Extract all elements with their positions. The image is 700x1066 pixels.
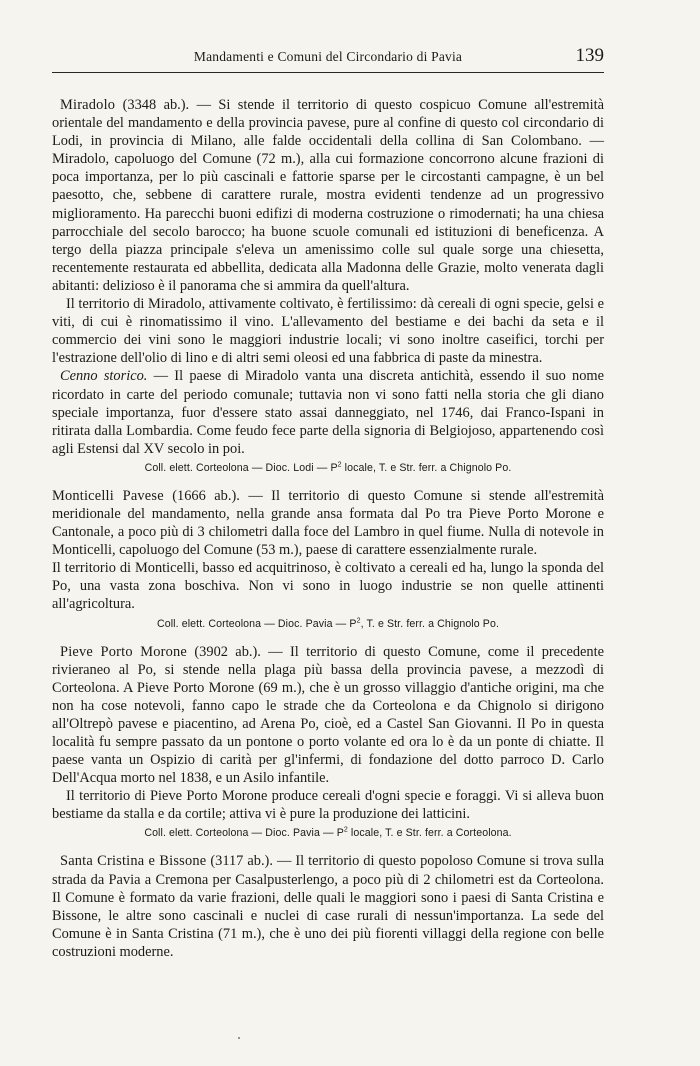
entry-reference [52,461,604,475]
entry-paragraph [52,643,604,788]
ref-text: Coll. elett. Corteolona — Dioc. Lodi — P [144,461,338,474]
entry-text: — Si stende il territorio di questo cospicuo Comune all'estremità orientale del mandamento e della provincia pavese, pure al confine di questo col circondario di Lodi, in provincia di Milano, alle falde occidentali della collina di San Colombano. — Miradolo, capoluogo del Comune (72 m.), alla cui formazione concorrono alcune frazioni di poca importanza, per lo più cascinali e fattorie sparse per le circostanti campagne, è un bel paesotto, che, sebbene di carattere rurale, mostra evidenti tendenze ad un progressivo miglioramento. Ha parecchi buoni edifizi di moderna costruzione o rimodernati; ha una chiesa parrocchiale del secolo barocco; ha buone scuole comunali ed istituzioni di beneficenza. A tergo della piazza principale s'eleva un amenissimo colle sul quale sorge una chiesetta, recentemente restaurata ed abbellita, dedicata alla Madonna delle Grazie, molto venerata dagli abitanti: delizioso è il panorama che si ammira da quell'altura. [52,97,604,294]
ref-text: Coll. elett. Corteolona — Dioc. Pavia — P [156,617,357,630]
entry-paragraph [52,96,604,295]
header-rule [52,72,604,73]
entry-monticelli-pavese [52,487,604,631]
entry-santa-cristina-e-bissone [52,852,604,961]
running-header [52,45,604,69]
entry-population: (3348 ab.). [115,97,190,113]
entry-pieve-porto-morone [52,643,604,841]
entry-text: — Il territorio di questo popoloso Comune si trova sulla strada da Pavia a Cremona per Casalpusterlengo, a poco più di 2 chilometri est da Corteolona. Il Comune è formato da varie frazioni, delle quali le maggiori sono i paesi di Santa Cristina e Bissone, le altre sono cascinali e nuclei di case rurali di nessun'importanza. La sede del Comune è in Santa Cristina (71 m.), che è uno dei più fiorenti villaggi della regione con belle costruzioni moderne. [52,853,604,960]
entry-miradolo [52,96,604,475]
entry-name: Monticelli Pavese [52,487,164,504]
ref-text: , T. e Str. ferr. a Chignolo Po. [360,617,500,630]
entry-name: Santa Cristina e Bissone [60,853,207,870]
entry-paragraph: Il territorio di Monticelli, basso ed acquitrinoso, è coltivato a cereali ed ha, lungo la sponda del Po, una vasta zona boschiva. Non vi sono in luogo industrie se non quelle attinenti all'agricoltura. [52,560,604,613]
entry-paragraph: Il territorio di Miradolo, attivamente coltivato, è fertilissimo: dà cereali di ogni specie, gelsi e viti, di cui è rinomatissimo il vino. L'allevamento del bestiame e dei bachi da seta e il commercio dei vini sono le maggiori industrie locali; vi sono inoltre caseifici, torchi per l'estrazione dell'olio di lino e di altri semi oleosi ed una fabbrica di paste da minestra. [52,296,604,367]
ref-sup: 2 [343,826,348,834]
ref-text: Coll. elett. Corteolona — Dioc. Pavia — P [144,827,344,840]
entry-paragraph [52,487,604,559]
entry-population: (3117 ab.). [206,853,273,870]
entry-text: — Il territorio di questo Comune, come il precedente rivieraneo al Po, si stende nella plaga più bassa della provincia pavese, a mezzodì di Corteolona. A Pieve Porto Morone (69 m.), che è un grosso villaggio d'antiche origini, ma che non ha cose notevoli, fanno capo le strade che da Corteolona e da Chignolo si dirigono all'Oltrepò pavese e piacentino, ad Arena Po, cioè, ed a Castel San Giovanni. Il Po in questa località fu sempre passato da un pontone o porto volante ed ora lo è da un ponte di chiatte. Il paese vanta un Ospizio di carità per gl'infermi, di fondazione del dotto parroco D. Carlo Dell'Acqua morto nel 1838, e un Asilo infantile. [52,643,605,787]
cenno-storico-text: — Il paese di Miradolo vanta una discreta antichità, essendo il suo nome ricordato in carte del periodo comunale; tuttavia non vi sono fatti nella storia che gli diano speciale importanza, fuor d'essere stato assai danneggiato, nel 1746, dai Franco-Ispani in ritirata dalla Lombardia. Come feudo fece parte della signoria di Belgiojoso, appartenendo così agli Estensi dal XV secolo in poi. [52,368,604,457]
entry-reference [52,826,604,840]
entry-name: Pieve Porto Morone [60,643,188,660]
entry-paragraph: Il territorio di Pieve Porto Morone produce cereali d'ogni specie e foraggi. Vi si alleva buon bestiame da stalla e da cortile; attiva vi è pure la produzione dei latticini. [52,788,604,823]
ref-text: locale, T. e Str. ferr. a Corteolona. [347,827,512,840]
entry-text: — Il territorio di questo Comune si stende all'estremità meridionale del mandamento, nella grande ansa formata dal Po tra Pieve Porto Morone e Cantonale, a poco più di 3 chilometri dalla foce del Lambro in quel fiume. Nulla di notevole in Monticelli, capoluogo del Comune (53 m.), paese di carattere essenzialmente rurale. [52,487,604,559]
entry-population: (3902 ab.). [187,643,261,660]
cenno-storico-paragraph [52,367,604,457]
body-text [52,96,604,973]
ref-text: locale, T. e Str. ferr. a Chignolo Po. [341,461,512,474]
print-speck [238,1037,240,1039]
ref-sup: 2 [356,617,361,624]
entry-reference [52,617,604,631]
cenno-storico-label: Cenno storico. [60,368,148,385]
header-title: Mandamenti e Comuni del Circondario di Pavia [193,49,463,64]
ref-sup: 2 [337,461,342,469]
entry-paragraph [52,852,604,961]
entry-population: (1666 ab.). [163,487,240,504]
page-number: 139 [575,45,604,66]
entry-name: Miradolo [60,97,116,113]
